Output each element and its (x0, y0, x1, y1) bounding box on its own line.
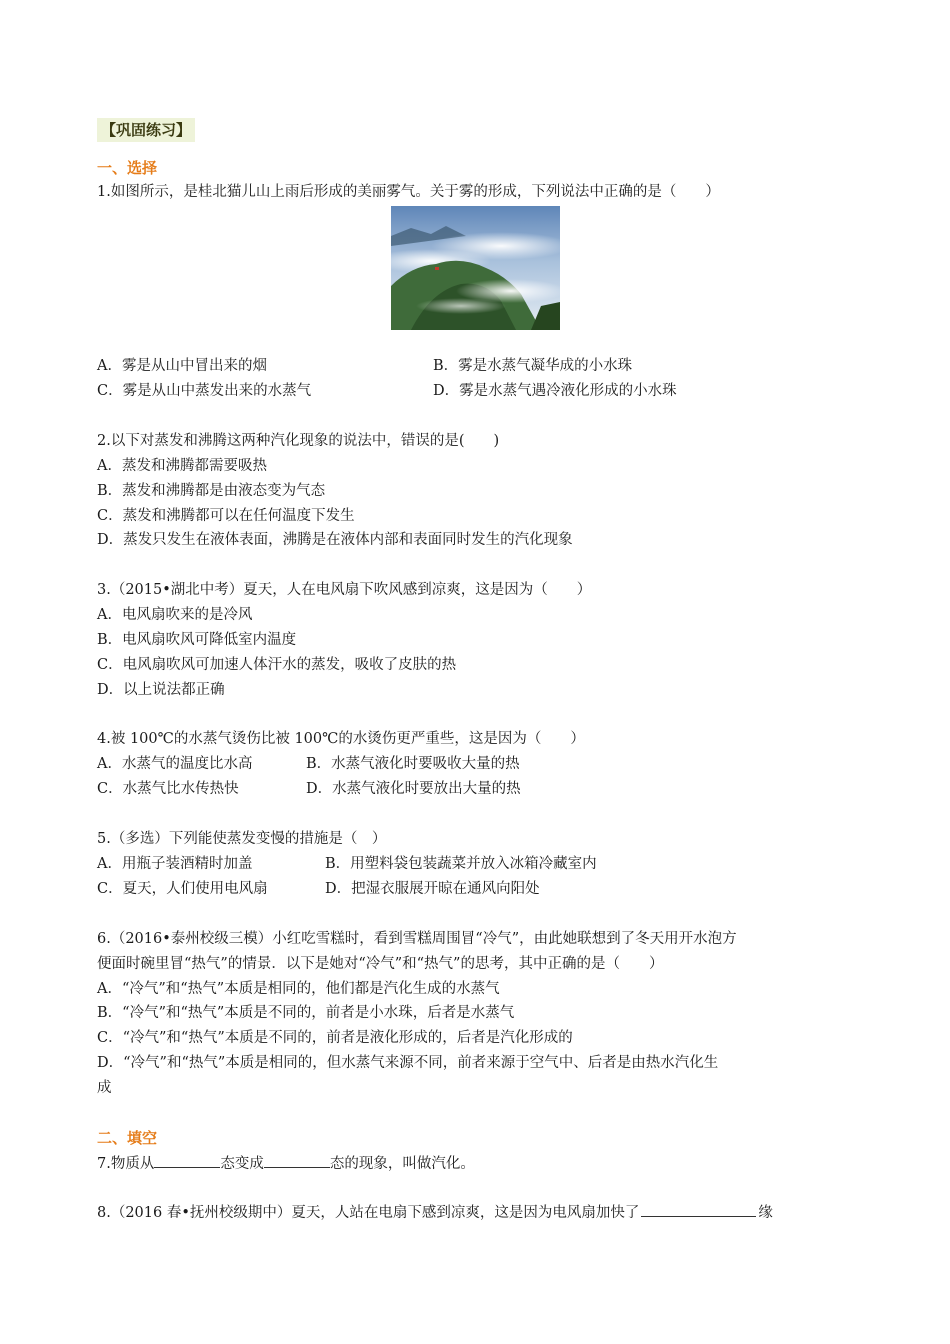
q8-text-1: 8.（2016 春•抚州校级期中）夏天，人站在电扇下感到凉爽，这是因为电风扇加快了 (97, 1205, 640, 1221)
q6-stem-line2: 便面时碗里冒“热气”的情景．以下是她对“冷气”和“热气”的思考，其中正确的是（ ） (97, 956, 664, 972)
q7-blank-1[interactable] (154, 1153, 220, 1168)
q8-blank-1[interactable] (641, 1202, 756, 1217)
q7-text-3: 态的现象，叫做汽化。 (329, 1156, 475, 1172)
q5-option-b: B．用塑料袋包装蔬菜并放入冰箱冷藏室内 (325, 856, 597, 872)
q4-option-c: C．水蒸气比水传热快 (97, 781, 239, 797)
q3-option-b: B．电风扇吹风可降低室内温度 (97, 632, 297, 648)
q7-line (97, 1153, 475, 1174)
q1-option-a: A．雾是从山中冒出来的烟 (97, 358, 267, 374)
q1-option-b: B．雾是水蒸气凝华成的小水珠 (433, 358, 633, 374)
q3-stem: 3.（2015•湖北中考）夏天，人在电风扇下吹风感到凉爽，这是因为（ ） (97, 582, 592, 598)
q3-option-a: A．电风扇吹来的是冷风 (97, 607, 253, 623)
q2-option-d: D．蒸发只发生在液体表面，沸腾是在液体内部和表面同时发生的汽化现象 (97, 532, 573, 548)
section-tag: 【巩固练习】 (97, 118, 195, 142)
q2-option-a: A．蒸发和沸腾都需要吸热 (97, 458, 267, 474)
q2-option-b: B．蒸发和沸腾都是由液态变为气态 (97, 483, 326, 499)
q4-option-d: D．水蒸气液化时要放出大量的热 (306, 781, 521, 797)
q1-option-c: C．雾是从山中蒸发出来的水蒸气 (97, 383, 312, 399)
q5-option-c: C．夏天，人们使用电风扇 (97, 881, 268, 897)
q7-text-2: 态变成 (220, 1156, 264, 1172)
q5-option-d: D．把湿衣服展开晾在通风向阳处 (325, 881, 540, 897)
q7-blank-2[interactable] (264, 1153, 330, 1168)
q3-option-d: D．以上说法都正确 (97, 682, 225, 698)
q6-option-d-line2: 成 (97, 1080, 112, 1096)
q1-option-d: D．雾是水蒸气遇冷液化形成的小水珠 (433, 383, 677, 399)
q6-option-b: B．“冷气”和“热气”本质是不同的，前者是小水珠，后者是水蒸气 (97, 1005, 515, 1021)
q1-stem: 1.如图所示，是桂北猫儿山上雨后形成的美丽雾气。关于雾的形成，下列说法中正确的是（ ） (97, 184, 720, 200)
q5-stem: 5.（多选）下列能使蒸发变慢的措施是（ ） (97, 831, 387, 847)
q8-line (97, 1202, 773, 1223)
q7-text-1: 7.物质从 (97, 1156, 155, 1172)
section-fill-heading: 二、填空 (97, 1129, 158, 1147)
section-choice-heading: 一、选择 (97, 159, 158, 177)
q8-text-2: 缘 (758, 1205, 773, 1221)
q4-option-b: B．水蒸气液化时要吸收大量的热 (306, 756, 520, 772)
mountain-fog-image (391, 206, 560, 330)
q2-option-c: C．蒸发和沸腾都可以在任何温度下发生 (97, 508, 355, 524)
q6-option-c: C．“冷气”和“热气”本质是不同的，前者是液化形成的，后者是汽化形成的 (97, 1030, 573, 1046)
q6-option-d-line1: D．“冷气”和“热气”本质是相同的，但水蒸气来源不同，前者来源于空气中、后者是由热水汽化生 (97, 1055, 719, 1071)
q5-option-a: A．用瓶子装酒精时加盖 (97, 856, 253, 872)
q3-option-c: C．电风扇吹风可加速人体汗水的蒸发，吸收了皮肤的热 (97, 657, 457, 673)
q4-stem: 4.被 100℃的水蒸气烫伤比被 100℃的水烫伤更严重些，这是因为（ ） (97, 731, 585, 747)
q6-stem-line1: 6.（2016•泰州校级三模）小红吃雪糕时，看到雪糕周围冒“冷气”，由此她联想到了冬天用开水泡方 (97, 931, 737, 947)
q2-stem: 2.以下对蒸发和沸腾这两种汽化现象的说法中，错误的是( ) (97, 433, 500, 449)
q4-option-a: A．水蒸气的温度比水高 (97, 756, 253, 772)
mountain-fog-photo (391, 206, 560, 330)
q6-option-a: A．“冷气”和“热气”本质是相同的，他们都是汽化生成的水蒸气 (97, 981, 500, 997)
